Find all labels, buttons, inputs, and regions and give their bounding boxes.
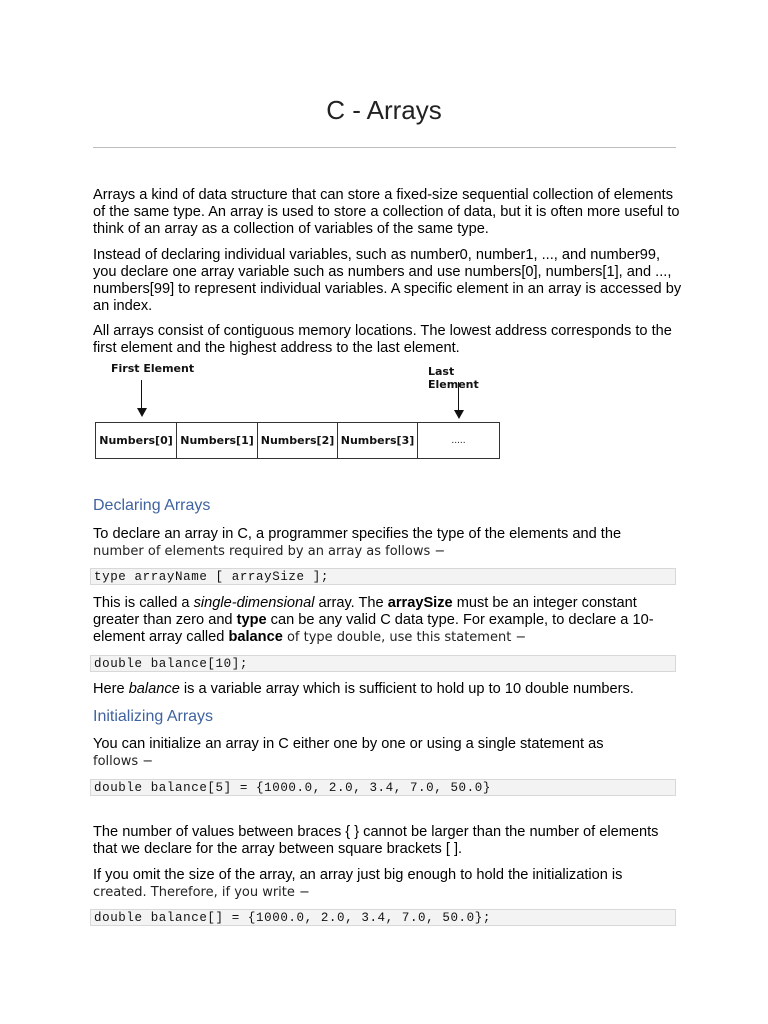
array-diagram [93, 360, 503, 460]
text-run: of type double, use this statement − [282, 630, 527, 645]
array-cell: Numbers[3] [338, 423, 418, 458]
initializing-paragraph-3 [93, 867, 683, 901]
emphasis-text: balance [128, 681, 180, 697]
declaring-paragraph-3 [93, 681, 683, 698]
text-run: can be any valid C data type. For example, to declare a 10-element array called [93, 612, 654, 645]
code-block: type arrayName [ arraySize ]; [90, 568, 676, 585]
bold-text: arraySize [387, 595, 453, 611]
last-element-arrowhead [454, 410, 464, 419]
code-block: double balance[] = {1000.0, 2.0, 3.4, 7.0, 50.0}; [90, 909, 676, 926]
title-divider [93, 147, 676, 148]
emphasis-text: single-dimensional [193, 595, 315, 611]
declaring-p1-line2: number of elements required by an array as follows − [93, 544, 446, 559]
text-run: is a variable array which is sufficient to hold up to 10 double numbers. [179, 681, 634, 697]
array-cell: Numbers[1] [177, 423, 258, 458]
last-element-arrow [458, 382, 459, 412]
declaring-paragraph-2 [93, 595, 683, 646]
code-block: double balance[10]; [90, 655, 676, 672]
initializing-paragraph-1 [93, 736, 683, 770]
declaring-p1-line1: To declare an array in C, a programmer specifies the type of the elements and the [93, 526, 622, 542]
array-cell: ..... [451, 435, 466, 446]
text-run: This is called a [93, 595, 194, 611]
intro-paragraph-2: Instead of declaring individual variables, such as number0, number1, ..., and number99, you declare one array variable such as numbers and use numbers[0], numbers[1], and ..., numbers[99] to represent individual variables. A specific element in an array is accessed by an index. [93, 247, 682, 314]
initializing-p3-line1: If you omit the size of the array, an array just big enough to hold the initialization is [93, 867, 623, 883]
first-element-arrow [141, 380, 142, 410]
page-title: C - Arrays [326, 95, 442, 125]
intro-paragraph-1: Arrays a kind of data structure that can store a fixed-size sequential collection of elements of the same type. An array is used to store a collection of data, but it is often more useful to think of an array as a collection of variables of the same type. [93, 187, 680, 237]
array-cells [95, 422, 500, 459]
bold-text: balance [228, 629, 283, 645]
initializing-paragraph-2: The number of values between braces { } cannot be larger than the number of elements that we declare for the array between square brackets [ ]. [93, 824, 659, 857]
text-run: must be an integer constant greater than zero and [93, 595, 637, 628]
initializing-p3-line2: created. Therefore, if you write − [93, 885, 310, 900]
code-block: double balance[5] = {1000.0, 2.0, 3.4, 7.0, 50.0} [90, 779, 676, 796]
initializing-p1-line1: You can initialize an array in C either one by one or using a single statement as [93, 736, 604, 752]
bold-text: type [236, 612, 267, 628]
first-element-label: First Element [111, 362, 195, 375]
initializing-p1-line2: follows − [93, 754, 154, 769]
text-run: Here [93, 681, 129, 697]
first-element-arrowhead [137, 408, 147, 417]
array-cell: Numbers[0] [96, 423, 177, 458]
last-element-label: Last Element [428, 365, 479, 391]
text-run: array. The [314, 595, 388, 611]
declaring-arrays-heading: Declaring Arrays [93, 497, 211, 514]
array-cell: Numbers[2] [258, 423, 338, 458]
intro-paragraph-3: All arrays consist of contiguous memory locations. The lowest address corresponds to the first element and the highest address to the last element. [93, 323, 672, 356]
initializing-arrays-heading: Initializing Arrays [93, 708, 214, 725]
declaring-paragraph-1 [93, 526, 683, 560]
